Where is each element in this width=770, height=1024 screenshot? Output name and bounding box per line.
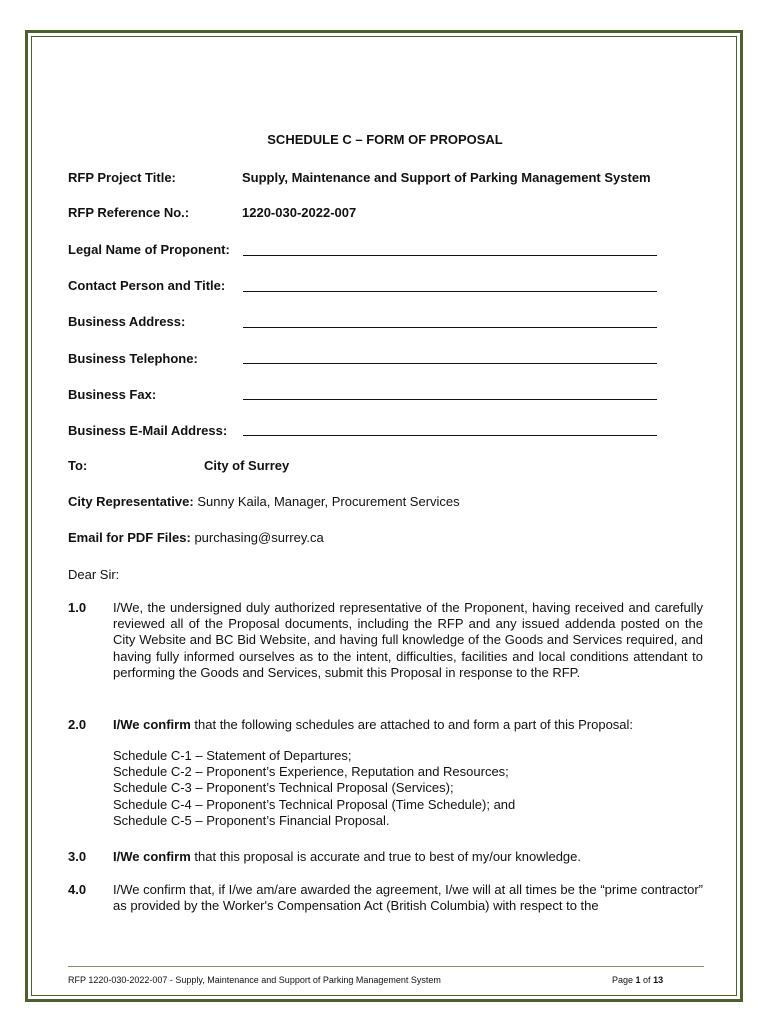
- fax-field[interactable]: [243, 399, 657, 400]
- reference-value: 1220-030-2022-007: [242, 205, 357, 220]
- address-field[interactable]: [243, 327, 657, 328]
- schedule-item: Schedule C-2 – Proponent’s Experience, Reputation and Resources;: [113, 764, 509, 780]
- section-text: I/We, the undersigned duly authorized representative of the Proponent, having received and carefully reviewed all of the Proposal documents, including the RFP and any issued addenda posted on the City Website and BC Bid Website, and having full knowledge of the Goods and Services required, and having fully informed ourselves as to the intent, difficulties, facilities and local conditions attendant to performing the Goods and Services, submit this Proposal in response to the RFP.: [113, 600, 703, 680]
- section-number: 4.0: [68, 882, 87, 897]
- pdf-email-value[interactable]: purchasing@surrey.ca: [194, 530, 324, 545]
- page-number: 1: [635, 975, 641, 985]
- confirm-bold: I/We confirm: [113, 849, 191, 864]
- section-number: 3.0: [68, 849, 87, 864]
- city-rep-value: Sunny Kaila, Manager, Procurement Services: [197, 494, 460, 509]
- section-number: 2.0: [68, 717, 87, 732]
- email-field[interactable]: [243, 435, 657, 436]
- telephone-label: Business Telephone:: [68, 351, 198, 366]
- schedule-item: Schedule C-3 – Proponent’s Technical Proposal (Services);: [113, 780, 454, 796]
- pdf-email-label: Email for PDF Files:: [68, 530, 191, 545]
- salutation: Dear Sir:: [68, 567, 120, 582]
- telephone-field[interactable]: [243, 363, 657, 364]
- page-indicator: [612, 975, 663, 985]
- legal-name-label: Legal Name of Proponent:: [68, 242, 230, 257]
- section-number: 1.0: [68, 600, 87, 615]
- confirm-bold: I/We confirm: [113, 717, 191, 732]
- document-title: SCHEDULE C – FORM OF PROPOSAL: [267, 132, 503, 147]
- project-title-value: Supply, Maintenance and Support of Parking Management System: [242, 170, 651, 185]
- fax-label: Business Fax:: [68, 387, 157, 402]
- section-text: [113, 717, 703, 733]
- city-rep-label: City Representative:: [68, 494, 194, 509]
- footer-divider: [68, 966, 704, 967]
- contact-label: Contact Person and Title:: [68, 278, 226, 293]
- pdf-email-line: [68, 530, 324, 545]
- to-value: City of Surrey: [204, 458, 290, 473]
- page-total: 13: [653, 975, 664, 985]
- address-label: Business Address:: [68, 314, 186, 329]
- email-label: Business E-Mail Address:: [68, 423, 228, 438]
- page-mid: of: [640, 975, 654, 985]
- schedule-item: Schedule C-4 – Proponent’s Technical Proposal (Time Schedule); and: [113, 796, 516, 812]
- contact-field[interactable]: [243, 291, 657, 292]
- schedule-list: [113, 748, 515, 829]
- confirm-text: that this proposal is accurate and true to best of my/our knowledge.: [190, 849, 581, 864]
- page-prefix: Page: [612, 975, 636, 985]
- confirm-text: that the following schedules are attached to and form a part of this Proposal:: [190, 717, 634, 732]
- reference-label: RFP Reference No.:: [68, 205, 190, 220]
- schedule-item: Schedule C-1 – Statement of Departures;: [113, 748, 352, 763]
- to-label: To:: [68, 458, 88, 473]
- section-text: I/We confirm that, if I/we am/are awarded the agreement, I/we will at all times be the “prime contractor” as provided by the Worker's Compensation Act (British Columbia) with respect to the: [113, 882, 703, 914]
- footer-left: RFP 1220-030-2022-007 - Supply, Maintenance and Support of Parking Management System: [68, 975, 441, 985]
- schedule-item: Schedule C-5 – Proponent’s Financial Proposal.: [113, 812, 390, 828]
- city-rep-line: [68, 494, 460, 509]
- project-title-label: RFP Project Title:: [68, 170, 176, 185]
- section-text: [113, 849, 703, 865]
- legal-name-field[interactable]: [243, 255, 657, 256]
